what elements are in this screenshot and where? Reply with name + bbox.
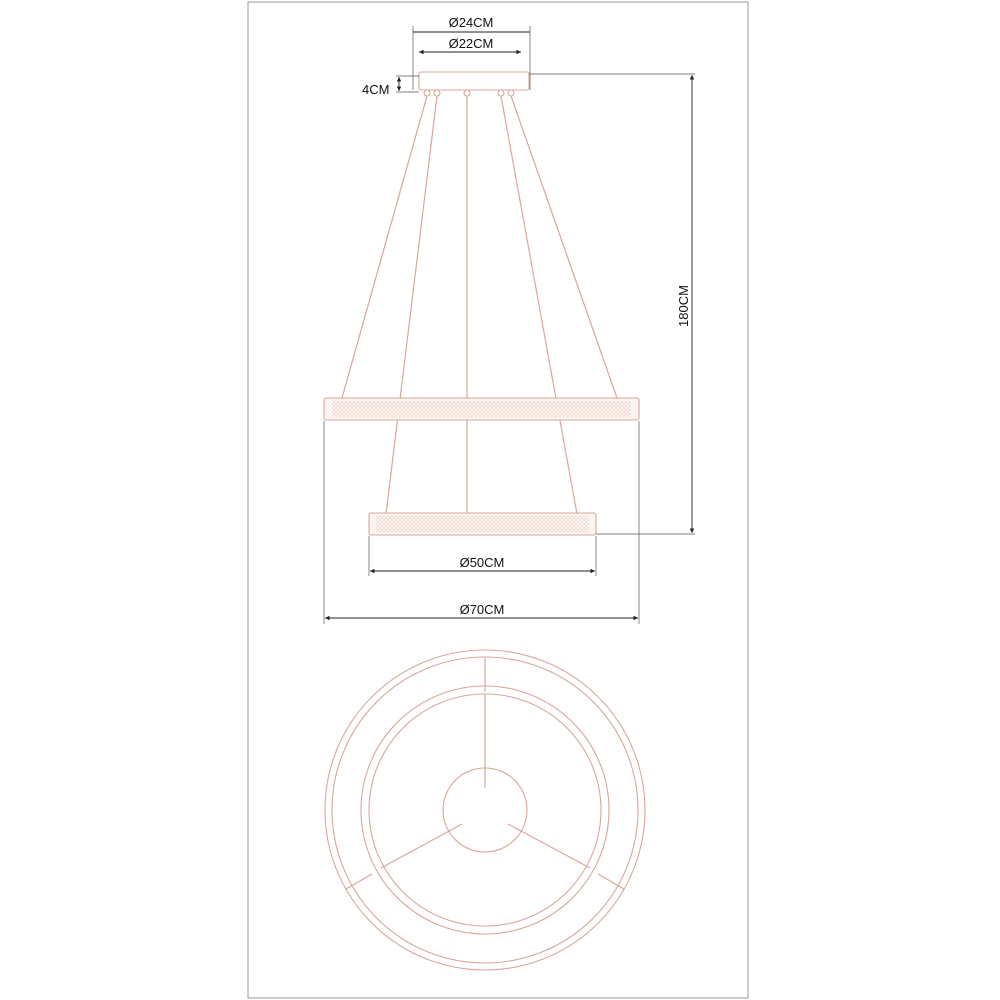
small-ring-side bbox=[369, 513, 596, 535]
cable-grips bbox=[424, 90, 514, 96]
large-ring-side bbox=[324, 398, 639, 420]
dimension-canopy-inner bbox=[419, 36, 521, 52]
top-view bbox=[325, 650, 645, 970]
top-view-cables bbox=[346, 658, 624, 889]
dimension-drop-height bbox=[529, 74, 695, 534]
label-drop-height: 180CM bbox=[676, 285, 691, 327]
label-canopy-inner: Ø22CM bbox=[448, 36, 494, 51]
canopy bbox=[419, 72, 529, 90]
label-large-ring: Ø70CM bbox=[459, 602, 505, 617]
drawing-frame bbox=[248, 2, 748, 998]
side-view bbox=[324, 15, 695, 624]
suspension-cables bbox=[342, 96, 617, 514]
label-canopy-height: 4CM bbox=[362, 82, 390, 97]
dimension-canopy-height bbox=[362, 76, 419, 97]
cable-inner-left bbox=[386, 96, 437, 514]
label-small-ring: Ø50CM bbox=[459, 555, 505, 570]
dimension-small-ring bbox=[369, 536, 596, 576]
dimension-canopy-outer bbox=[413, 15, 530, 90]
cable-outer-left bbox=[342, 96, 427, 398]
cable-inner-right bbox=[501, 96, 577, 514]
label-canopy-outer: Ø24CM bbox=[448, 15, 494, 30]
cable-outer-right bbox=[511, 96, 617, 398]
